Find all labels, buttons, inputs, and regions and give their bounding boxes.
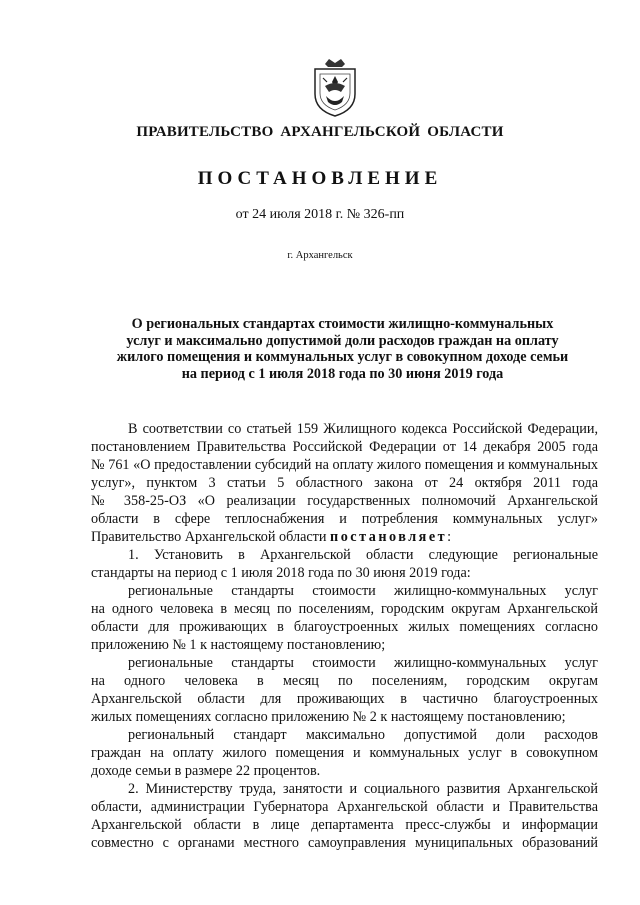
title-line: на период с 1 июля 2018 года по 30 июня 2019 года [181,365,504,382]
body-line: услуг», пунктом 3 статьи 5 областного закона от 24 октября 2011 года [91,475,598,491]
body-line: региональные стандарты стоимости жилищно-коммунальных услуг [128,583,598,599]
body-line: постановлением Правительства Российской Федерации от 14 декабря 2005 года [91,439,598,455]
body-line: на одного человека в месяц по поселениям, городским округам Архангельской [91,601,598,617]
body-line: региональный стандарт максимально допустимой доли расходов [128,727,598,743]
body-line: Архангельской области в лице департамента пресс-службы и информации [91,817,598,833]
document-city: г. Архангельск [287,250,353,261]
body-line: совместно с органами местного самоуправления муниципальных образований [91,835,598,851]
body-line: В соответствии со статьей 159 Жилищного кодекса Российской Федерации, [128,421,598,437]
body-line: региональные стандарты стоимости жилищно-коммунальных услуг [128,655,598,671]
resolution-verb: постановляет [330,529,448,545]
body-line: стандарты на период с 1 июля 2018 года по 30 июня 2019 года: [91,565,471,581]
body-line: приложению № 1 к настоящему постановлению; [91,637,386,653]
resolution-colon: : [447,529,452,545]
title-line: О региональных стандартах стоимости жилищно-коммунальных [131,316,554,332]
body-line: № 358-25-ОЗ «О реализации государственных полномочий Архангельской [91,493,598,509]
body-line: доходе семьи в размере 22 процентов. [91,763,321,779]
body-line: области в сфере теплоснабжения и потребления коммунальных услуг» [91,511,598,527]
body-line: 2. Министерству труда, занятости и социального развития Архангельской [128,781,598,797]
organization-name: ПРАВИТЕЛЬСТВО АРХАНГЕЛЬСКОЙ ОБЛАСТИ [136,124,504,140]
body-line: Архангельской области для проживающих в частично благоустроенных [91,691,598,707]
body-line: граждан на оплату жилого помещения и коммунальных услуг в совокупном [91,745,598,761]
coat-of-arms-icon [311,58,359,118]
document-number: от 24 июля 2018 г. № 326-пп [235,207,405,222]
document-body [91,420,598,852]
body-line [91,528,598,546]
document-type: ПОСТАНОВЛЕНИЕ [197,168,443,189]
title-line: жилого помещения и коммунальных услуг в совокупном доходе семьи [116,349,569,366]
body-line: жилых помещениях согласно приложению № 2 к настоящему постановлению; [91,709,566,725]
resolution-subject: Правительство Архангельской области [91,529,327,545]
document-title [90,316,595,382]
title-line: услуг и максимально допустимой доли расходов граждан на оплату [126,332,559,349]
body-line: 1. Установить в Архангельской области следующие региональные [128,547,598,563]
body-line: области для проживающих в благоустроенных жилых помещениях согласно [91,619,598,635]
body-line: области, администрации Губернатора Архангельской области и Правительства [91,799,598,815]
body-line: на одного человека в месяц по поселениям, городским округам [91,673,598,689]
body-line: № 761 «О предоставлении субсидий на оплату жилого помещения и коммунальных [91,457,598,473]
